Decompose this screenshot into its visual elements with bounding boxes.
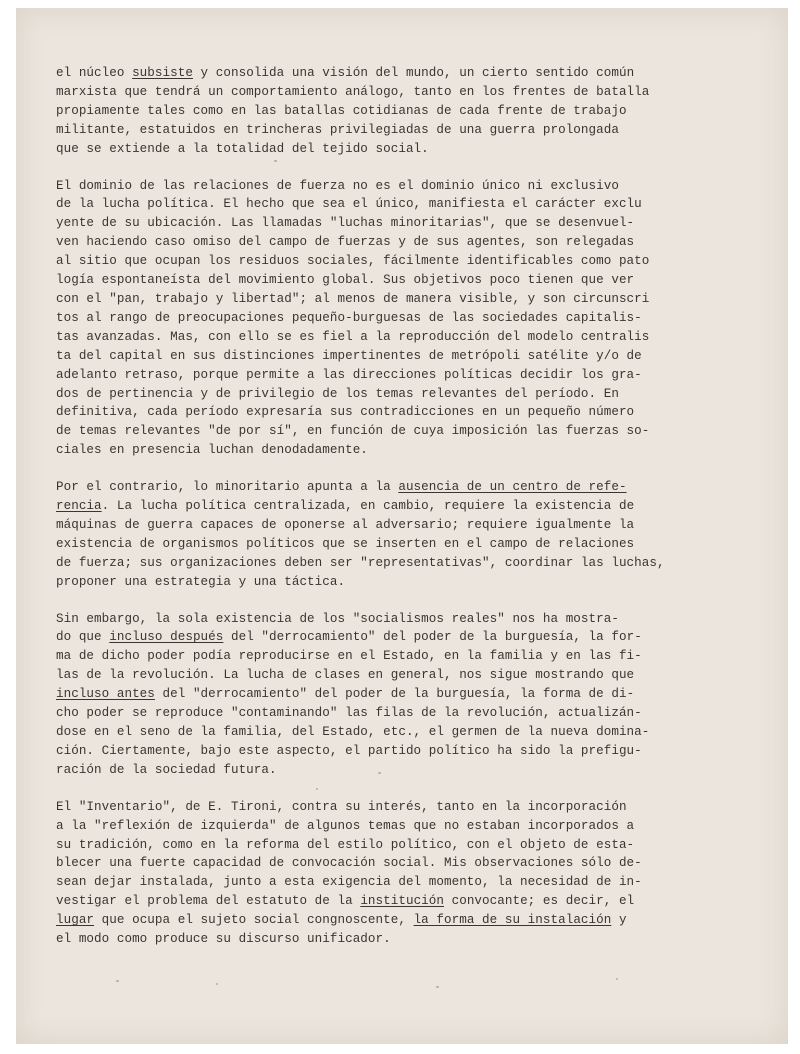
paragraph <box>56 798 768 949</box>
text-run: del "derrocamiento" del poder de la burguesía, la forma de di- cho poder se reproduce "contaminando" las filas de la revolución, actualizán- dose en el seno de la familia, del Estado, etc., el germen de la nueva domina- ción. Ciertamente, bajo este aspecto, el partido político ha sido la prefigu- ración de la sociedad futura. <box>56 687 650 777</box>
text-run: El "Inventario", de E. Tironi, contra su interés, tanto en la incorporación a la "reflexión de izquierda" de algunos temas que no estaban incorporados a su tradición, como en la reforma del estilo político, con el objeto de esta- blecer una fuerte capacidad de convocación social. Mis observaciones sólo de- sean dejar instalada, junto a esta exigencia del momento, la necesidad de in- vestigar el problema del estatuto de la <box>56 799 642 909</box>
text-run: el núcleo <box>56 66 133 80</box>
underlined-phrase: la forma de su instalación <box>413 913 612 928</box>
underlined-phrase: lugar <box>56 913 95 928</box>
text-run: . La lucha política centralizada, en cambio, requiere la existencia de máquinas de guerra capaces de oponerse al adversario; requiere igualmente la existencia de organismos políticos que se inserten en el campo de relaciones de fuerza; sus organizaciones deben ser "representativas", coordinar las luchas, proponer una estrategia y una táctica. <box>56 499 665 589</box>
paragraph <box>56 478 768 591</box>
text-run: del "derrocamiento" del poder de la burguesía, la for- ma de dicho poder podía reproducirse en el Estado, en la familia y en las fi- las de la revolución. La lucha de clases en general, nos sigue mostrando que <box>56 630 642 683</box>
underlined-phrase: incluso antes <box>56 687 155 702</box>
underlined-phrase: ausencia de un centro de refe- rencia <box>56 480 627 514</box>
text-run: y el modo como produce su discurso unificador. <box>56 913 627 947</box>
underlined-phrase: subsiste <box>132 66 193 80</box>
paragraph <box>56 177 768 461</box>
text-run: Sin embargo, la sola existencia de los "socialismos reales" nos ha mostra- do que <box>56 611 619 645</box>
text-run: convocante; es decir, el <box>451 894 635 909</box>
text-run: y consolida una visión del mundo, un cierto sentido común marxista que tendrá un comportamiento análogo, tanto en los frentes de batalla propiamente tales como en las batallas cotidianas de cada frente de trabajo militante, estatuidos en trincheras privilegiadas de una guerra prolongada que se extiende a la totalidad del tejido social. <box>56 66 650 156</box>
dust-speck <box>436 986 439 988</box>
text-run: que ocupa el sujeto social congnoscente, <box>94 913 414 928</box>
underlined-phrase: institución <box>360 894 444 909</box>
text-run: El dominio de las relaciones de fuerza no es el dominio único ni exclusivo de la lucha política. El hecho que sea el único, manifiesta el carácter exclu yente de su ubicación. Las llamadas "luchas minoritarias", que se desenvuel- ven haciendo caso omiso del campo de fuerzas y de sus agentes, son relegadas al sitio que ocupan los residuos sociales, fácilmente identificables como pato logía espontaneísta del movimiento global. Sus objetivos poco tienen que ver con el "pan, trabajo y libertad"; al menos de manera visible, y son circunscri tos al rango de preocupaciones pequeño-burguesas de las sociedades capitalis- tas avanzadas. Mas, con ello se es fiel a la reproducción del modelo centralis ta del capital en sus distinciones impertinentes de metrópoli satélite y/o de adelanto retraso, porque permite a las direcciones políticas decidir los gra- dos de pertinencia y de privilegio de los temas relevantes del período. En definitiva, cada período expresaría sus contradicciones en un pequeño número de temas relevantes "de por sí", en función de cuya imposición las fuerzas so- ciales en presencia luchan denodadamente. <box>56 178 650 458</box>
dust-speck <box>616 978 618 980</box>
document-body <box>56 64 768 967</box>
paragraph <box>56 64 768 159</box>
dust-speck <box>116 980 119 982</box>
underlined-phrase: incluso después <box>109 630 224 645</box>
dust-speck <box>216 983 218 985</box>
text-run: Por el contrario, lo minoritario apunta a la <box>56 480 399 495</box>
paragraph <box>56 610 768 780</box>
